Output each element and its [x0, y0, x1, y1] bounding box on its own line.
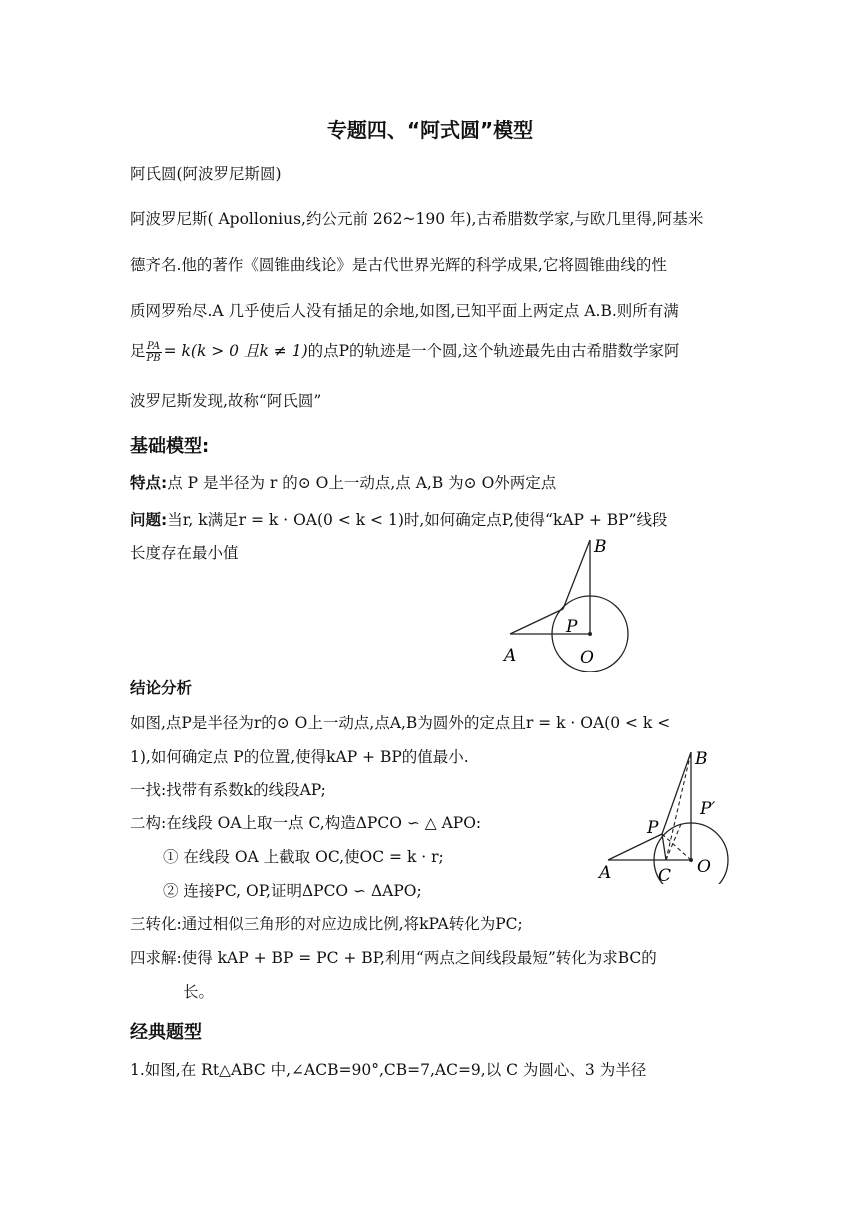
problem-1: 1.如图,在 Rt△ABC 中,∠ACB=90°,CB=7,AC=9,以 C 为圆心、3 为半径: [130, 1061, 647, 1079]
dashed-c-b: [666, 752, 691, 860]
classic-heading: 经典题型: [130, 1022, 202, 1043]
analysis-heading: 结论分析: [130, 679, 193, 697]
analysis-step-1: 一找:找带有系数k的线段AP;: [130, 781, 326, 799]
feature-text: 点 P 是半径为 r 的⊙ O上一动点,点 A,B 为⊙ O外两定点: [167, 474, 557, 492]
intro-line-4-pre: 足: [130, 342, 146, 360]
label-b: B: [594, 537, 607, 557]
intro-line-4-post: 的点P的轨迹是一个圆,这个轨迹最先由古希腊数学家阿: [307, 342, 680, 360]
basic-heading: 基础模型:: [130, 436, 210, 457]
basic-question-cont: 长度存在最小值: [130, 544, 239, 562]
intro-line-1: 阿波罗尼斯( Apollonius,约公元前 262~190 年),古希腊数学家,与欧几里得,阿基米: [130, 210, 704, 228]
point-o: [588, 632, 592, 636]
intro-line-2: 德齐名.他的著作《圆锥曲线论》是古代世界光辉的科学成果,它将圆锥曲线的性: [130, 256, 667, 274]
ratio-fraction: [146, 341, 162, 364]
figure-analysis: [596, 744, 736, 884]
analysis-line-1: 如图,点P是半径为r的⊙ O上一动点,点A,B为圆外的定点且r = k · OA(0 < k <: [130, 714, 671, 732]
intro-line-5: 波罗尼斯发现,故称“阿氏圆”: [130, 392, 322, 410]
segment-ap: [510, 609, 563, 634]
intro-line-4: [130, 339, 679, 364]
page-title: 专题四、“阿式圆”模型: [326, 118, 534, 142]
intro-line-3: 质网罗殆尽.A 几乎使后人没有插足的余地,如图,已知平面上两定点 A.B.则所有满: [130, 302, 679, 320]
analysis-step-4: 四求解:使得 kAP + BP = PC + BP,利用“两点之间线段最短”转化为求BC的: [130, 949, 657, 967]
label-p: P: [647, 818, 659, 838]
analysis-step-3: 三转化:通过相似三角形的对应边成比例,将kPA转化为PC;: [130, 915, 523, 933]
label-c: C: [658, 866, 672, 884]
fraction-denominator: PB: [146, 352, 161, 364]
fraction-numerator: PA: [147, 340, 161, 352]
question-text: 当r, k满足r = k · OA(0 < k < 1)时,如何确定点P,使得“kAP + BP”线段: [167, 511, 668, 529]
analysis-step-2: 二构:在线段 OA上取一点 C,构造ΔPCO ∽ △ APO:: [130, 814, 482, 832]
label-p-prime: P′: [700, 799, 716, 819]
label-o: O: [697, 857, 711, 877]
label-a: A: [599, 863, 612, 883]
feature-label: 特点:: [130, 474, 168, 492]
label-b: B: [695, 749, 708, 769]
intro-line-4-math: = k(k > 0 且k ≠ 1): [163, 342, 308, 360]
basic-feature: [130, 471, 556, 493]
intro-heading: 阿氏圆(阿波罗尼斯圆): [130, 165, 282, 183]
figure-basic-model: [500, 532, 650, 672]
label-a: A: [504, 646, 517, 666]
basic-question: [130, 508, 668, 530]
label-o: O: [580, 648, 594, 668]
analysis-line-2: 1),如何确定点 P的位置,使得kAP + BP的值最小.: [130, 748, 469, 766]
segment-pb: [662, 752, 691, 834]
analysis-step-4b: 长。: [183, 983, 215, 1001]
analysis-sub-1: ① 在线段 OA 上截取 OC,使OC = k · r;: [163, 848, 444, 866]
point-o: [689, 858, 693, 862]
analysis-sub-2: ② 连接PC, OP,证明ΔPCO ∽ ΔAPO;: [163, 882, 422, 900]
label-p: P: [566, 617, 578, 637]
segment-pc: [662, 834, 666, 860]
question-label: 问题:: [130, 511, 168, 529]
